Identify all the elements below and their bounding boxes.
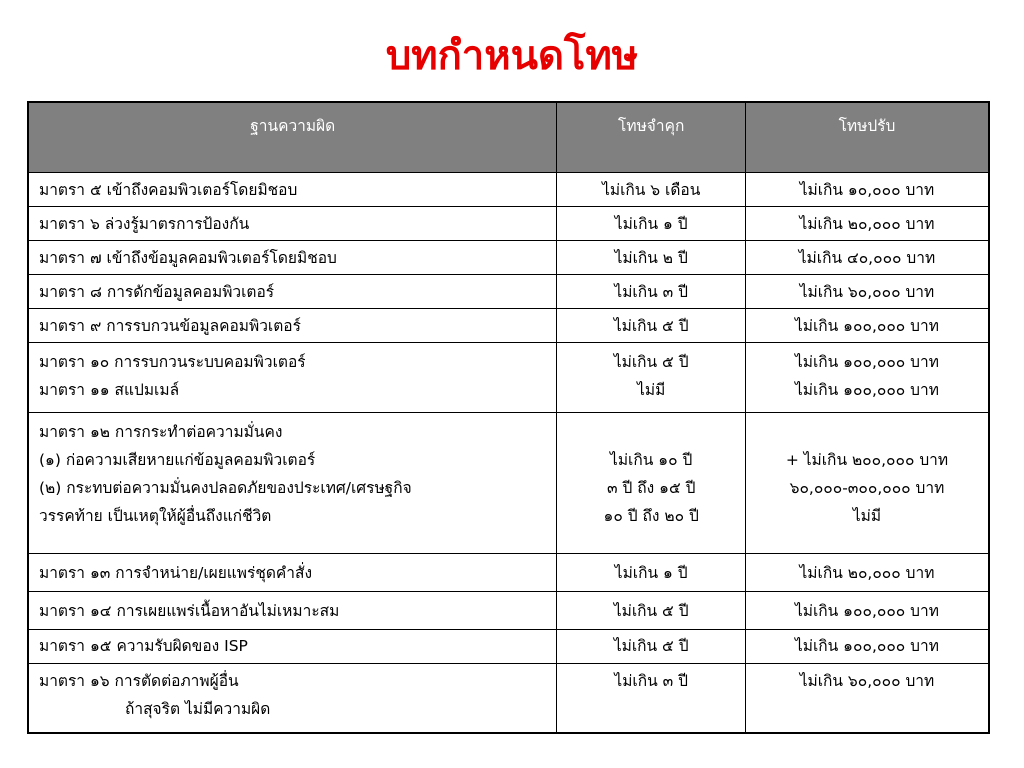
prison-text: ไม่เกิน ๕ ปี bbox=[613, 601, 689, 620]
offense-cell bbox=[28, 342, 557, 412]
fine-cell bbox=[745, 342, 989, 412]
prison-cell bbox=[557, 172, 745, 206]
offense-cell bbox=[28, 240, 557, 274]
fine-cell bbox=[745, 629, 989, 663]
prison-text: ไม่เกิน ๑๐ ปี bbox=[610, 450, 693, 469]
fine-text: ไม่เกิน ๑๐๐,๐๐๐ บาท bbox=[794, 601, 939, 620]
prison-text: ไม่เกิน ๓ ปี bbox=[614, 282, 688, 301]
offense-text: มาตรา ๑๔ การเผยแพร่เนื้อหาอันไม่เหมาะสม bbox=[39, 601, 340, 620]
penalty-table bbox=[27, 101, 990, 734]
fine-cell bbox=[745, 274, 989, 308]
header-offense: ฐานความผิด bbox=[28, 102, 557, 172]
offense-text: (๒) กระทบต่อความมั่นคงปลอดภัยของประเทศ/เศรษฐกิจ bbox=[39, 478, 412, 497]
offense-text: มาตรา ๗ เข้าถึงข้อมูลคอมพิวเตอร์โดยมิชอบ bbox=[39, 248, 337, 267]
prison-cell bbox=[557, 629, 745, 663]
table-row bbox=[28, 412, 989, 553]
offense-text: (๑) ก่อความเสียหายแก่ข้อมูลคอมพิวเตอร์ bbox=[39, 450, 316, 469]
offense-text: มาตรา ๑๓ การจำหน่าย/เผยแพร่ชุดคำสั่ง bbox=[39, 563, 313, 582]
fine-text: ๖๐,๐๐๐-๓๐๐,๐๐๐ บาท bbox=[789, 478, 945, 497]
fine-text: ไม่เกิน ๑๐๐,๐๐๐ บาท bbox=[794, 316, 939, 335]
offense-text: วรรคท้าย เป็นเหตุให้ผู้อื่นถึงแก่ชีวิต bbox=[39, 506, 272, 525]
prison-text: ไม่เกิน ๑ ปี bbox=[614, 214, 688, 233]
prison-cell bbox=[557, 274, 745, 308]
table-row bbox=[28, 629, 989, 663]
prison-cell bbox=[557, 308, 745, 342]
fine-text: ไม่เกิน ๑๐๐,๐๐๐ บาท bbox=[794, 380, 939, 399]
offense-text: มาตรา ๑๖ การตัดต่อภาพผู้อื่น bbox=[39, 671, 239, 690]
prison-cell bbox=[557, 206, 745, 240]
prison-text: ๑๐ ปี ถึง ๒๐ ปี bbox=[603, 506, 699, 525]
prison-cell bbox=[557, 412, 745, 553]
table-row bbox=[28, 553, 989, 591]
fine-text: ไม่เกิน ๖๐,๐๐๐ บาท bbox=[799, 671, 935, 690]
fine-text: ไม่เกิน ๑๐๐,๐๐๐ บาท bbox=[794, 352, 939, 371]
table-row bbox=[28, 240, 989, 274]
offense-cell bbox=[28, 553, 557, 591]
offense-text: มาตรา ๑๕ ความรับผิดของ ISP bbox=[39, 636, 248, 655]
prison-cell bbox=[557, 240, 745, 274]
offense-text: มาตรา ๑๑ สแปมเมล์ bbox=[39, 380, 180, 399]
offense-cell bbox=[28, 663, 557, 733]
prison-text: ไม่เกิน ๕ ปี bbox=[613, 352, 689, 371]
offense-text: มาตรา ๘ การดักข้อมูลคอมพิวเตอร์ bbox=[39, 282, 275, 301]
prison-text: ไม่เกิน ๒ ปี bbox=[614, 248, 688, 267]
table-row bbox=[28, 308, 989, 342]
page-title: บทกำหนดโทษ bbox=[385, 33, 639, 79]
fine-text: ไม่เกิน ๑๐๐,๐๐๐ บาท bbox=[794, 636, 939, 655]
fine-cell bbox=[745, 172, 989, 206]
prison-cell bbox=[557, 591, 745, 629]
offense-text: มาตรา ๑๒ การกระทำต่อความมั่นคง bbox=[39, 422, 283, 441]
table-header bbox=[28, 102, 989, 172]
fine-cell bbox=[745, 591, 989, 629]
fine-text: ไม่เกิน ๒๐,๐๐๐ บาท bbox=[799, 563, 935, 582]
header-fine: โทษปรับ bbox=[745, 102, 989, 172]
prison-text: ไม่เกิน ๑ ปี bbox=[614, 563, 688, 582]
offense-cell bbox=[28, 308, 557, 342]
fine-cell bbox=[745, 206, 989, 240]
fine-text: ไม่เกิน ๔๐,๐๐๐ บาท bbox=[798, 248, 936, 267]
offense-text: มาตรา ๙ การรบกวนข้อมูลคอมพิวเตอร์ bbox=[39, 316, 301, 335]
offense-text: มาตรา ๕ เข้าถึงคอมพิวเตอร์โดยมิชอบ bbox=[39, 180, 298, 199]
prison-text: ไม่เกิน ๓ ปี bbox=[614, 671, 688, 690]
table-row bbox=[28, 206, 989, 240]
fine-text: ไม่เกิน ๑๐,๐๐๐ บาท bbox=[799, 180, 935, 199]
fine-cell bbox=[745, 240, 989, 274]
offense-cell bbox=[28, 591, 557, 629]
fine-cell bbox=[745, 553, 989, 591]
fine-text: + ไม่เกิน ๒๐๐,๐๐๐ บาท bbox=[785, 450, 949, 469]
offense-text: ถ้าสุจริต ไม่มีความผิด bbox=[125, 699, 271, 718]
offense-cell bbox=[28, 206, 557, 240]
header-prison: โทษจำคุก bbox=[557, 102, 745, 172]
fine-cell bbox=[745, 412, 989, 553]
offense-cell bbox=[28, 172, 557, 206]
prison-cell bbox=[557, 663, 745, 733]
fine-cell bbox=[745, 663, 989, 733]
table-row bbox=[28, 342, 989, 412]
prison-text: ไม่เกิน ๕ ปี bbox=[613, 636, 689, 655]
prison-text: ไม่มี bbox=[637, 380, 666, 399]
fine-text: ไม่มี bbox=[852, 506, 882, 525]
prison-cell bbox=[557, 553, 745, 591]
prison-text: ไม่เกิน ๖ เดือน bbox=[602, 180, 701, 199]
offense-text: มาตรา ๑๐ การรบกวนระบบคอมพิวเตอร์ bbox=[39, 352, 306, 371]
table-row bbox=[28, 172, 989, 206]
prison-cell bbox=[557, 342, 745, 412]
fine-text: ไม่เกิน ๖๐,๐๐๐ บาท bbox=[799, 282, 935, 301]
prison-text: ไม่เกิน ๕ ปี bbox=[613, 316, 689, 335]
table-row bbox=[28, 663, 989, 733]
table-body bbox=[28, 172, 989, 733]
offense-text: มาตรา ๖ ล่วงรู้มาตรการป้องกัน bbox=[39, 214, 250, 233]
fine-cell bbox=[745, 308, 989, 342]
offense-cell bbox=[28, 274, 557, 308]
offense-cell bbox=[28, 412, 557, 553]
prison-text: ๓ ปี ถึง ๑๕ ปี bbox=[606, 478, 696, 497]
offense-cell bbox=[28, 629, 557, 663]
table-row bbox=[28, 591, 989, 629]
fine-text: ไม่เกิน ๒๐,๐๐๐ บาท bbox=[799, 214, 935, 233]
table-row bbox=[28, 274, 989, 308]
